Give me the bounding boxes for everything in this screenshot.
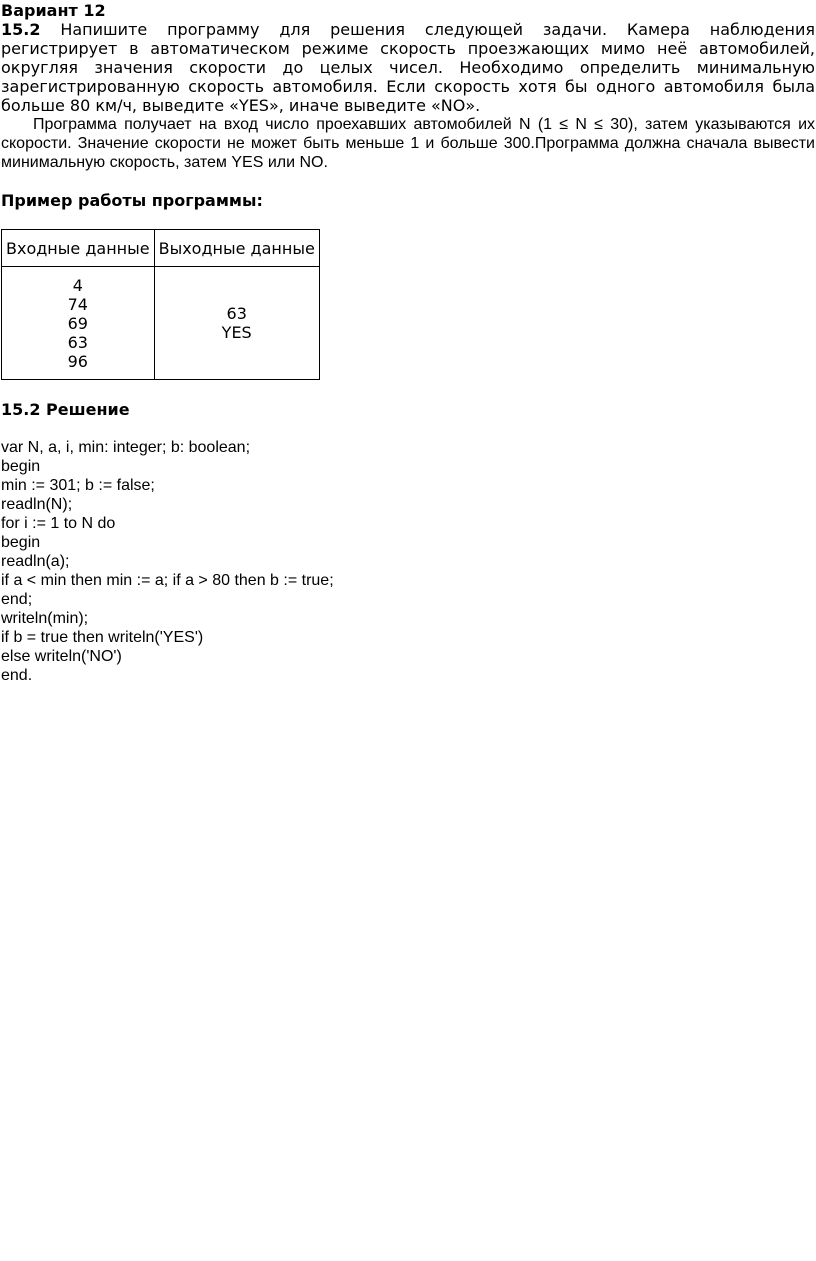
output-line: YES	[221, 323, 252, 342]
variant-title: Вариант 12	[1, 1, 106, 20]
input-line: 63	[67, 332, 88, 352]
code-line: else writeln('NO')	[1, 648, 122, 665]
code-line: end;	[1, 591, 33, 608]
input-cell	[2, 267, 155, 380]
code-line: readln(a);	[1, 553, 70, 570]
document-page	[1, 1, 815, 685]
code-line: begin	[1, 534, 41, 551]
output-cell	[154, 267, 319, 380]
task-number: 15.2	[1, 20, 41, 39]
code-line: writeln(min);	[1, 610, 89, 627]
example-heading: Пример работы программы:	[1, 191, 263, 210]
code-line: for i := 1 to N do	[1, 515, 116, 532]
input-line: 74	[67, 294, 88, 314]
code-line: end.	[1, 667, 33, 684]
input-line: 96	[67, 351, 88, 371]
code-line: var N, a, i, min: integer; b: boolean;	[1, 439, 251, 456]
table-header-row	[2, 230, 320, 267]
input-line: 4	[72, 275, 83, 295]
code-line: readln(N);	[1, 496, 73, 513]
code-line: if b = true then writeln('YES')	[1, 629, 204, 646]
input-header: Входные данные	[2, 230, 155, 267]
solution-code	[1, 438, 815, 685]
code-line: begin	[1, 458, 41, 475]
table-row	[2, 267, 320, 380]
code-line: if a < min then min := a; if a > 80 then b := true;	[1, 572, 334, 589]
code-line: min := 301; b := false;	[1, 477, 155, 494]
example-table	[1, 229, 320, 380]
input-line: 69	[67, 313, 88, 333]
task-text-1: Напишите программу для решения следующей задачи. Камера наблюдения регистрирует в автоматическом режиме скорость проезжающих мимо неё автомобилей, округляя значения скорости до целых чисел. Необходимо определить минимальную зарегистрированную скорость автомобиля. Если скорость хотя бы одного автомобиля была больше 80 км/ч, выведите «YES», иначе выведите «NO».	[1, 20, 815, 115]
task-paragraph-2: Программа получает на вход число проехавших автомобилей N (1 ≤ N ≤ 30), затем указываются их скорости. Значение скорости не может быть меньше 1 и больше 300.Программа должна сначала вывести минимальную скорость, затем YES или NO.	[1, 116, 815, 171]
output-header: Выходные данные	[154, 230, 319, 267]
output-line: 63	[226, 304, 247, 323]
task-paragraph-1	[1, 20, 815, 115]
solution-heading: 15.2 Решение	[1, 400, 130, 419]
